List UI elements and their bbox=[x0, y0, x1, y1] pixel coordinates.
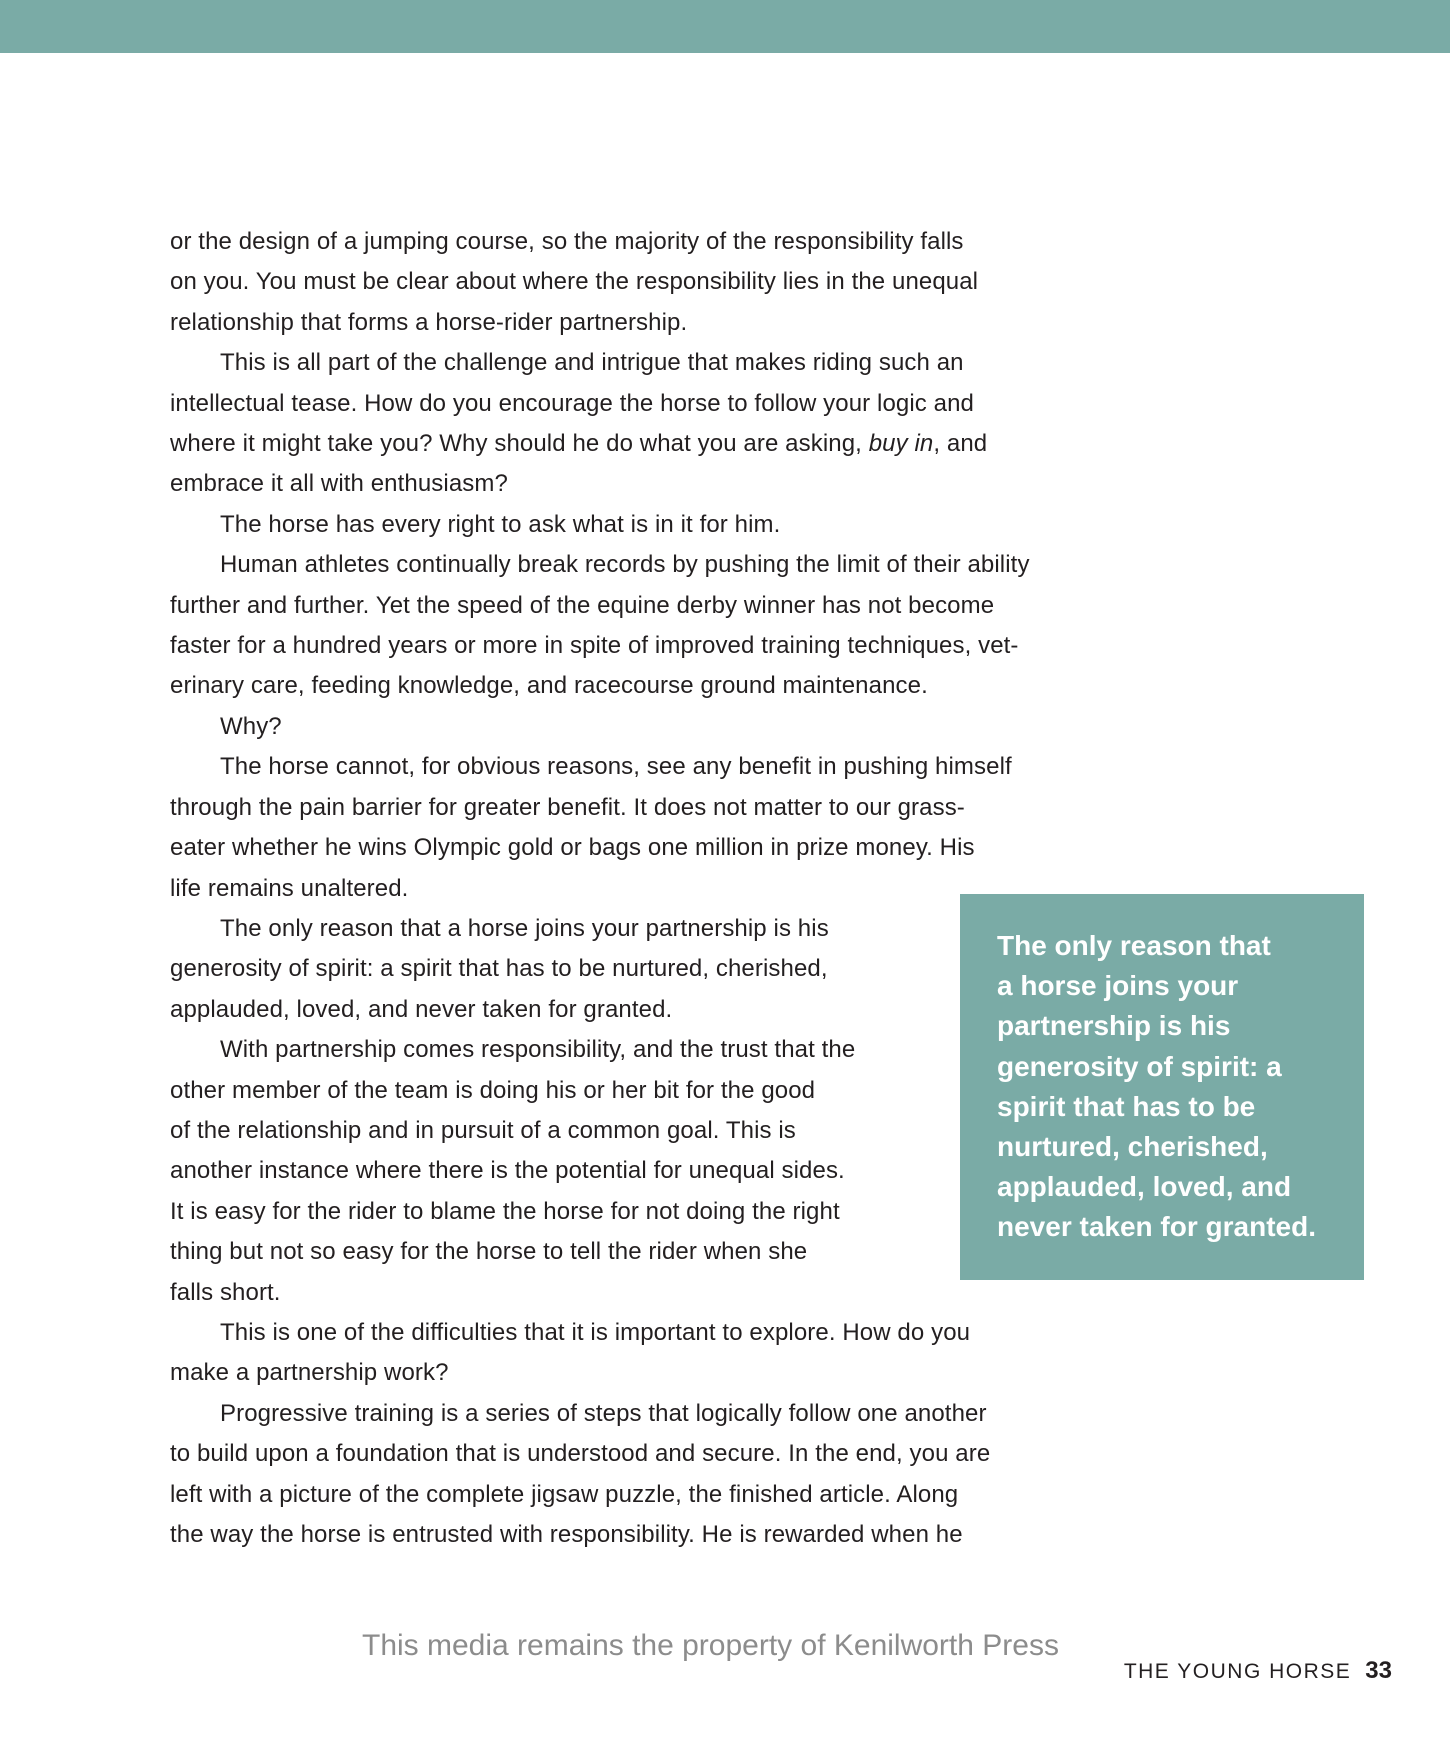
line-text: Human athletes continually break records by pushing the limit of their ability bbox=[220, 551, 1030, 579]
line-text: relationship that forms a horse-rider partnership. bbox=[170, 308, 688, 336]
body-line bbox=[170, 1515, 1110, 1555]
body-line bbox=[170, 505, 1110, 545]
body-line bbox=[170, 788, 1110, 828]
line-text: life remains unaltered. bbox=[170, 874, 409, 902]
running-footer bbox=[1124, 1657, 1392, 1685]
pull-quote-box bbox=[960, 894, 1364, 1280]
emphasis-text: buy in bbox=[868, 430, 934, 458]
body-line bbox=[170, 384, 1110, 424]
pull-quote-line: nurtured, cherished, bbox=[997, 1131, 1268, 1163]
body-line bbox=[170, 828, 1110, 868]
line-text: The horse cannot, for obvious reasons, see any benefit in pushing himself bbox=[220, 753, 1012, 781]
body-line bbox=[170, 707, 1110, 747]
body-line bbox=[170, 666, 1110, 706]
body-line bbox=[170, 262, 1110, 302]
body-line bbox=[170, 303, 1110, 343]
line-text: of the relationship and in pursuit of a common goal. This is bbox=[170, 1116, 796, 1144]
line-text: other member of the team is doing his or her bit for the good bbox=[170, 1076, 816, 1104]
line-text: through the pain barrier for greater benefit. It does not matter to our grass- bbox=[170, 793, 965, 821]
pull-quote-line: spirit that has to be bbox=[997, 1090, 1256, 1122]
line-text: make a partnership work? bbox=[170, 1359, 449, 1387]
line-text: With partnership comes responsibility, and the trust that the bbox=[220, 1036, 856, 1064]
line-text: The only reason that a horse joins your partnership is his bbox=[220, 914, 829, 942]
pull-quote-line: partnership is his bbox=[997, 1010, 1231, 1042]
body-line bbox=[170, 464, 1110, 504]
line-text: where it might take you? Why should he do what you are asking, bbox=[170, 430, 869, 458]
line-text: This is all part of the challenge and intrigue that makes riding such an bbox=[220, 349, 964, 377]
pull-quote-line: The only reason that bbox=[997, 930, 1271, 961]
line-text: thing but not so easy for the horse to tell the rider when she bbox=[170, 1238, 808, 1266]
body-line bbox=[170, 1313, 1110, 1353]
body-line bbox=[170, 1394, 1110, 1434]
copyright-watermark: This media remains the property of Kenilworth Press bbox=[362, 1629, 1059, 1662]
line-text: falls short. bbox=[170, 1278, 281, 1306]
running-title: THE YOUNG HORSE bbox=[1123, 1660, 1352, 1683]
line-text: This is one of the difficulties that it is important to explore. How do you bbox=[220, 1318, 971, 1346]
pull-quote-text bbox=[997, 926, 1344, 1248]
line-text: eater whether he wins Olympic gold or bags one million in prize money. His bbox=[170, 834, 975, 862]
line-text: another instance where there is the potential for unequal sides. bbox=[170, 1157, 845, 1185]
body-line bbox=[170, 626, 1110, 666]
line-text: or the design of a jumping course, so the majority of the responsibility falls bbox=[170, 228, 964, 255]
body-text bbox=[170, 222, 1110, 1555]
pull-quote-line: generosity of spirit: a bbox=[997, 1050, 1282, 1082]
body-line bbox=[170, 586, 1110, 626]
line-text: to build upon a foundation that is understood and secure. In the end, you are bbox=[170, 1440, 991, 1468]
body-line bbox=[170, 424, 1110, 464]
line-text: generosity of spirit: a spirit that has to be nurtured, cherished, bbox=[170, 955, 828, 983]
body-line bbox=[170, 1475, 1110, 1515]
line-text: embrace it all with enthusiasm? bbox=[170, 470, 508, 498]
body-line bbox=[170, 222, 1110, 262]
body-line bbox=[170, 545, 1110, 585]
body-line bbox=[170, 343, 1110, 383]
line-text: , and bbox=[933, 430, 988, 458]
line-text: erinary care, feeding knowledge, and racecourse ground maintenance. bbox=[170, 672, 928, 700]
line-text: the way the horse is entrusted with responsibility. He is rewarded when he bbox=[170, 1521, 963, 1548]
pull-quote-line: never taken for granted. bbox=[997, 1211, 1316, 1243]
line-text: further and further. Yet the speed of the equine derby winner has not become bbox=[170, 591, 995, 619]
line-text: faster for a hundred years or more in spite of improved training techniques, vet- bbox=[170, 632, 1019, 660]
body-line bbox=[170, 747, 1110, 787]
line-text: The horse has every right to ask what is in it for him. bbox=[220, 510, 781, 538]
line-text: intellectual tease. How do you encourage the horse to follow your logic and bbox=[170, 389, 974, 417]
line-text: It is easy for the rider to blame the horse for not doing the right bbox=[170, 1197, 840, 1225]
page-number: 33 bbox=[1365, 1657, 1392, 1684]
body-line bbox=[170, 1434, 1110, 1474]
body-line bbox=[170, 1353, 1110, 1393]
line-text: Progressive training is a series of steps that logically follow one another bbox=[220, 1399, 987, 1427]
line-text: applauded, loved, and never taken for granted. bbox=[170, 995, 673, 1023]
header-band bbox=[0, 0, 1450, 53]
line-text: Why? bbox=[220, 712, 282, 740]
pull-quote-line: a horse joins your bbox=[997, 970, 1239, 1002]
line-text: left with a picture of the complete jigsaw puzzle, the finished article. Along bbox=[170, 1480, 959, 1508]
pull-quote-line: applauded, loved, and bbox=[997, 1171, 1292, 1203]
line-text: on you. You must be clear about where the responsibility lies in the unequal bbox=[170, 268, 979, 296]
